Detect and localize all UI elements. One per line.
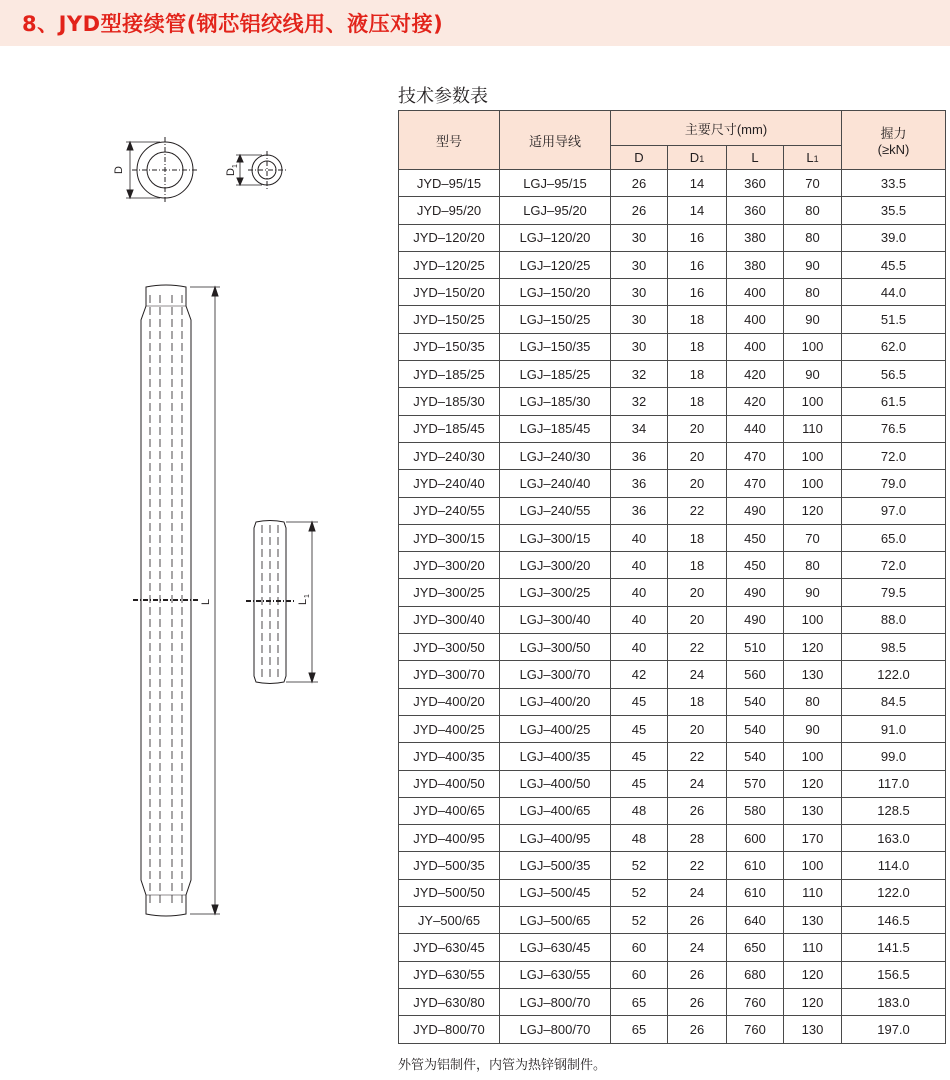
cell-d: 48	[611, 797, 668, 824]
cell-d: 60	[611, 961, 668, 988]
cell-d: 40	[611, 524, 668, 551]
cell-d1: 20	[668, 715, 727, 742]
cell-l1: 90	[784, 251, 842, 278]
cell-d: 52	[611, 879, 668, 906]
cell-d1: 20	[668, 579, 727, 606]
cell-model: JYD–150/35	[399, 333, 500, 360]
table-row	[399, 852, 946, 879]
cell-model: JYD–300/15	[399, 524, 500, 551]
cell-l1: 110	[784, 934, 842, 961]
cell-d1: 16	[668, 251, 727, 278]
cell-conductor: LGJ–95/20	[500, 197, 611, 224]
cell-l: 400	[727, 333, 784, 360]
header-grip-line2: (≥kN)	[877, 142, 910, 157]
cell-l1: 130	[784, 907, 842, 934]
cell-d1: 20	[668, 415, 727, 442]
table-row	[399, 279, 946, 306]
cell-l1: 110	[784, 415, 842, 442]
cell-l: 470	[727, 442, 784, 469]
cell-conductor: LGJ–800/70	[500, 1016, 611, 1043]
cell-l: 580	[727, 797, 784, 824]
technical-drawing	[0, 60, 390, 960]
cell-conductor: LGJ–400/50	[500, 770, 611, 797]
cell-d1: 26	[668, 797, 727, 824]
title-banner	[0, 0, 950, 46]
cell-conductor: LGJ–800/70	[500, 988, 611, 1015]
cell-model: JYD–185/30	[399, 388, 500, 415]
cell-d1: 24	[668, 934, 727, 961]
cell-d1: 22	[668, 852, 727, 879]
cell-l1: 170	[784, 825, 842, 852]
cell-conductor: LGJ–120/25	[500, 251, 611, 278]
cell-grip: 163.0	[842, 825, 946, 852]
cell-model: JYD–630/45	[399, 934, 500, 961]
cell-d: 32	[611, 388, 668, 415]
cell-d: 52	[611, 852, 668, 879]
cell-conductor: LGJ–300/50	[500, 634, 611, 661]
cell-grip: 97.0	[842, 497, 946, 524]
cell-grip: 79.0	[842, 470, 946, 497]
cell-l1: 130	[784, 661, 842, 688]
cell-l1: 100	[784, 333, 842, 360]
table-row	[399, 388, 946, 415]
cell-d1: 18	[668, 333, 727, 360]
cell-d1: 26	[668, 988, 727, 1015]
cell-conductor: LGJ–95/15	[500, 170, 611, 197]
cell-conductor: LGJ–500/45	[500, 879, 611, 906]
table-row	[399, 251, 946, 278]
cell-l: 680	[727, 961, 784, 988]
header-d1	[668, 146, 727, 170]
cell-conductor: LGJ–400/65	[500, 797, 611, 824]
cell-d1: 20	[668, 470, 727, 497]
cell-model: JYD–400/25	[399, 715, 500, 742]
cell-conductor: LGJ–300/40	[500, 606, 611, 633]
cell-l1: 100	[784, 442, 842, 469]
cell-d1: 18	[668, 361, 727, 388]
table-row	[399, 333, 946, 360]
cell-grip: 62.0	[842, 333, 946, 360]
cell-l1: 120	[784, 497, 842, 524]
cell-d: 30	[611, 251, 668, 278]
cell-grip: 39.0	[842, 224, 946, 251]
cell-grip: 99.0	[842, 743, 946, 770]
cell-l1: 80	[784, 552, 842, 579]
cell-l1: 90	[784, 715, 842, 742]
cell-l: 490	[727, 579, 784, 606]
cell-conductor: LGJ–500/35	[500, 852, 611, 879]
cell-l1: 70	[784, 524, 842, 551]
cell-l1: 120	[784, 988, 842, 1015]
dim-label-l1: L	[297, 598, 309, 605]
header-d1-sub: 1	[699, 154, 705, 164]
cell-d1: 18	[668, 306, 727, 333]
cell-grip: 35.5	[842, 197, 946, 224]
table-title: 技术参数表	[398, 86, 488, 107]
table-row	[399, 524, 946, 551]
table-row	[399, 306, 946, 333]
cell-l1: 120	[784, 634, 842, 661]
cell-l1: 120	[784, 961, 842, 988]
cell-model: JYD–240/40	[399, 470, 500, 497]
cell-d1: 22	[668, 634, 727, 661]
cell-model: JYD–400/65	[399, 797, 500, 824]
cell-conductor: LGJ–300/70	[500, 661, 611, 688]
cell-l: 470	[727, 470, 784, 497]
cell-l: 380	[727, 251, 784, 278]
cell-l: 540	[727, 688, 784, 715]
cell-d: 42	[611, 661, 668, 688]
table-row	[399, 579, 946, 606]
cell-grip: 183.0	[842, 988, 946, 1015]
cell-model: JYD–185/45	[399, 415, 500, 442]
cell-conductor: LGJ–300/25	[500, 579, 611, 606]
cell-l: 440	[727, 415, 784, 442]
cell-d1: 18	[668, 688, 727, 715]
cell-d: 40	[611, 552, 668, 579]
cell-grip: 76.5	[842, 415, 946, 442]
spec-table-body	[399, 170, 946, 1044]
cell-d1: 18	[668, 552, 727, 579]
outer-tube-cross-section	[126, 137, 198, 203]
cell-d: 60	[611, 934, 668, 961]
cell-l1: 100	[784, 388, 842, 415]
cell-conductor: LGJ–300/15	[500, 524, 611, 551]
header-grip-line1: 握力	[880, 126, 907, 141]
cell-d1: 24	[668, 661, 727, 688]
cell-d1: 26	[668, 961, 727, 988]
cell-model: JYD–120/25	[399, 251, 500, 278]
table-row	[399, 907, 946, 934]
cell-conductor: LGJ–150/25	[500, 306, 611, 333]
cell-l: 560	[727, 661, 784, 688]
cell-grip: 88.0	[842, 606, 946, 633]
cell-d1: 14	[668, 197, 727, 224]
cell-d: 30	[611, 333, 668, 360]
footnote: 外管为铝制件，内管为热锌钢制件。	[398, 1058, 607, 1073]
cell-grip: 65.0	[842, 524, 946, 551]
cell-model: JYD–400/20	[399, 688, 500, 715]
table-row	[399, 825, 946, 852]
cell-conductor: LGJ–400/95	[500, 825, 611, 852]
cell-model: JYD–400/35	[399, 743, 500, 770]
cell-d1: 20	[668, 442, 727, 469]
cell-d: 32	[611, 361, 668, 388]
cell-conductor: LGJ–500/65	[500, 907, 611, 934]
cell-d1: 18	[668, 524, 727, 551]
cell-d: 40	[611, 634, 668, 661]
table-row	[399, 442, 946, 469]
dim-label-d: D	[113, 166, 125, 174]
cell-grip: 44.0	[842, 279, 946, 306]
table-row	[399, 606, 946, 633]
cell-l1: 90	[784, 579, 842, 606]
cell-l1: 100	[784, 852, 842, 879]
cell-d: 26	[611, 170, 668, 197]
header-grip	[842, 111, 946, 170]
cell-l1: 90	[784, 361, 842, 388]
cell-grip: 122.0	[842, 661, 946, 688]
cell-l: 380	[727, 224, 784, 251]
cell-l: 540	[727, 715, 784, 742]
dim-label-d1: D	[225, 168, 237, 176]
cell-grip: 72.0	[842, 552, 946, 579]
header-model: 型号	[399, 111, 500, 170]
cell-l1: 100	[784, 606, 842, 633]
cell-grip: 56.5	[842, 361, 946, 388]
table-row	[399, 770, 946, 797]
cell-l1: 80	[784, 279, 842, 306]
cell-model: JYD–120/20	[399, 224, 500, 251]
cell-d: 45	[611, 770, 668, 797]
cell-grip: 122.0	[842, 879, 946, 906]
cell-l: 570	[727, 770, 784, 797]
table-row	[399, 224, 946, 251]
table-row	[399, 552, 946, 579]
header-conductor: 适用导线	[500, 111, 611, 170]
cell-l1: 100	[784, 743, 842, 770]
cell-l: 640	[727, 907, 784, 934]
cell-model: JYD–500/35	[399, 852, 500, 879]
cell-d: 45	[611, 743, 668, 770]
cell-d1: 20	[668, 606, 727, 633]
cell-model: JYD–95/15	[399, 170, 500, 197]
cell-d: 36	[611, 497, 668, 524]
cell-l: 600	[727, 825, 784, 852]
cell-l: 540	[727, 743, 784, 770]
cell-grip: 141.5	[842, 934, 946, 961]
cell-l: 450	[727, 524, 784, 551]
cell-l: 420	[727, 361, 784, 388]
table-row	[399, 988, 946, 1015]
header-l: L	[727, 146, 784, 170]
cell-d: 45	[611, 688, 668, 715]
cell-d: 52	[611, 907, 668, 934]
table-row	[399, 497, 946, 524]
cell-d: 40	[611, 579, 668, 606]
cell-conductor: LGJ–185/45	[500, 415, 611, 442]
cell-grip: 79.5	[842, 579, 946, 606]
cell-d: 48	[611, 825, 668, 852]
dim-label-l: L	[200, 598, 212, 605]
spec-table	[398, 110, 946, 1044]
cell-conductor: LGJ–630/45	[500, 934, 611, 961]
cell-conductor: LGJ–240/55	[500, 497, 611, 524]
table-row	[399, 1016, 946, 1043]
cell-conductor: LGJ–400/25	[500, 715, 611, 742]
table-row	[399, 170, 946, 197]
cell-grip: 114.0	[842, 852, 946, 879]
cell-l: 490	[727, 606, 784, 633]
dim-label-l1-sub: 1	[304, 594, 311, 598]
cell-l: 760	[727, 1016, 784, 1043]
cell-d1: 26	[668, 1016, 727, 1043]
cell-l1: 110	[784, 879, 842, 906]
cell-d1: 16	[668, 279, 727, 306]
cell-grip: 98.5	[842, 634, 946, 661]
cell-grip: 84.5	[842, 688, 946, 715]
table-row	[399, 879, 946, 906]
cell-grip: 61.5	[842, 388, 946, 415]
cell-d1: 14	[668, 170, 727, 197]
cell-grip: 197.0	[842, 1016, 946, 1043]
cell-model: JYD–400/95	[399, 825, 500, 852]
cell-d1: 24	[668, 770, 727, 797]
cell-l1: 120	[784, 770, 842, 797]
cell-l: 400	[727, 306, 784, 333]
cell-d1: 22	[668, 743, 727, 770]
cell-conductor: LGJ–185/30	[500, 388, 611, 415]
cell-model: JYD–300/70	[399, 661, 500, 688]
cell-l1: 100	[784, 470, 842, 497]
table-row	[399, 961, 946, 988]
cell-model: JYD–150/25	[399, 306, 500, 333]
cell-model: JYD–150/20	[399, 279, 500, 306]
cell-l1: 70	[784, 170, 842, 197]
dim-label-d1-sub: 1	[232, 164, 239, 168]
cell-model: JYD–185/25	[399, 361, 500, 388]
cell-grip: 156.5	[842, 961, 946, 988]
header-dimensions: 主要尺寸(mm)	[611, 111, 842, 146]
cell-l1: 80	[784, 688, 842, 715]
cell-l1: 90	[784, 306, 842, 333]
cell-l: 510	[727, 634, 784, 661]
table-row	[399, 470, 946, 497]
cell-model: JYD–300/20	[399, 552, 500, 579]
cell-l: 760	[727, 988, 784, 1015]
table-row	[399, 415, 946, 442]
cell-d1: 22	[668, 497, 727, 524]
cell-conductor: LGJ–630/55	[500, 961, 611, 988]
cell-grip: 51.5	[842, 306, 946, 333]
cell-model: JYD–400/50	[399, 770, 500, 797]
inner-tube-cross-section	[236, 151, 286, 189]
cell-d: 30	[611, 306, 668, 333]
table-row	[399, 797, 946, 824]
table-row	[399, 934, 946, 961]
cell-conductor: LGJ–120/20	[500, 224, 611, 251]
cell-grip: 45.5	[842, 251, 946, 278]
table-row	[399, 661, 946, 688]
table-row	[399, 688, 946, 715]
cell-l: 610	[727, 879, 784, 906]
cell-conductor: LGJ–150/35	[500, 333, 611, 360]
cell-l: 650	[727, 934, 784, 961]
cell-conductor: LGJ–400/20	[500, 688, 611, 715]
cell-grip: 117.0	[842, 770, 946, 797]
cell-model: JYD–300/25	[399, 579, 500, 606]
cell-conductor: LGJ–150/20	[500, 279, 611, 306]
header-l1-main: L	[806, 150, 814, 165]
cell-model: JYD–500/50	[399, 879, 500, 906]
cell-l: 360	[727, 170, 784, 197]
cell-conductor: LGJ–300/20	[500, 552, 611, 579]
cell-model: JYD–300/50	[399, 634, 500, 661]
header-l1	[784, 146, 842, 170]
cell-model: JYD–240/55	[399, 497, 500, 524]
cell-l: 360	[727, 197, 784, 224]
cell-d1: 16	[668, 224, 727, 251]
cell-l: 490	[727, 497, 784, 524]
cell-d: 36	[611, 442, 668, 469]
cell-model: JYD–300/40	[399, 606, 500, 633]
cell-l: 450	[727, 552, 784, 579]
cell-d: 45	[611, 715, 668, 742]
table-row	[399, 361, 946, 388]
header-l1-sub: 1	[813, 154, 819, 164]
cell-grip: 33.5	[842, 170, 946, 197]
cell-l: 420	[727, 388, 784, 415]
cell-l1: 80	[784, 197, 842, 224]
cell-d: 40	[611, 606, 668, 633]
cell-l1: 80	[784, 224, 842, 251]
cell-d: 36	[611, 470, 668, 497]
cell-d1: 28	[668, 825, 727, 852]
cell-d1: 26	[668, 907, 727, 934]
cell-model: JY–500/65	[399, 907, 500, 934]
cell-conductor: LGJ–185/25	[500, 361, 611, 388]
page-title: 8、JYD型接续管(钢芯铝绞线用、液压对接)	[22, 12, 444, 36]
cell-grip: 91.0	[842, 715, 946, 742]
cell-model: JYD–630/55	[399, 961, 500, 988]
header-d: D	[611, 146, 668, 170]
cell-d: 65	[611, 1016, 668, 1043]
cell-d1: 24	[668, 879, 727, 906]
cell-grip: 128.5	[842, 797, 946, 824]
cell-conductor: LGJ–400/35	[500, 743, 611, 770]
cell-conductor: LGJ–240/30	[500, 442, 611, 469]
table-row	[399, 715, 946, 742]
cell-model: JYD–800/70	[399, 1016, 500, 1043]
cell-d: 65	[611, 988, 668, 1015]
cell-conductor: LGJ–240/40	[500, 470, 611, 497]
cell-d: 26	[611, 197, 668, 224]
table-row	[399, 743, 946, 770]
cell-l: 400	[727, 279, 784, 306]
cell-model: JYD–240/30	[399, 442, 500, 469]
cell-l: 610	[727, 852, 784, 879]
cell-model: JYD–95/20	[399, 197, 500, 224]
cell-d: 34	[611, 415, 668, 442]
cell-grip: 72.0	[842, 442, 946, 469]
cell-model: JYD–630/80	[399, 988, 500, 1015]
cell-d1: 18	[668, 388, 727, 415]
cell-d: 30	[611, 279, 668, 306]
cell-d: 30	[611, 224, 668, 251]
cell-grip: 146.5	[842, 907, 946, 934]
table-row	[399, 634, 946, 661]
header-d1-main: D	[689, 150, 700, 165]
cell-l1: 130	[784, 797, 842, 824]
table-row	[399, 197, 946, 224]
cell-l1: 130	[784, 1016, 842, 1043]
